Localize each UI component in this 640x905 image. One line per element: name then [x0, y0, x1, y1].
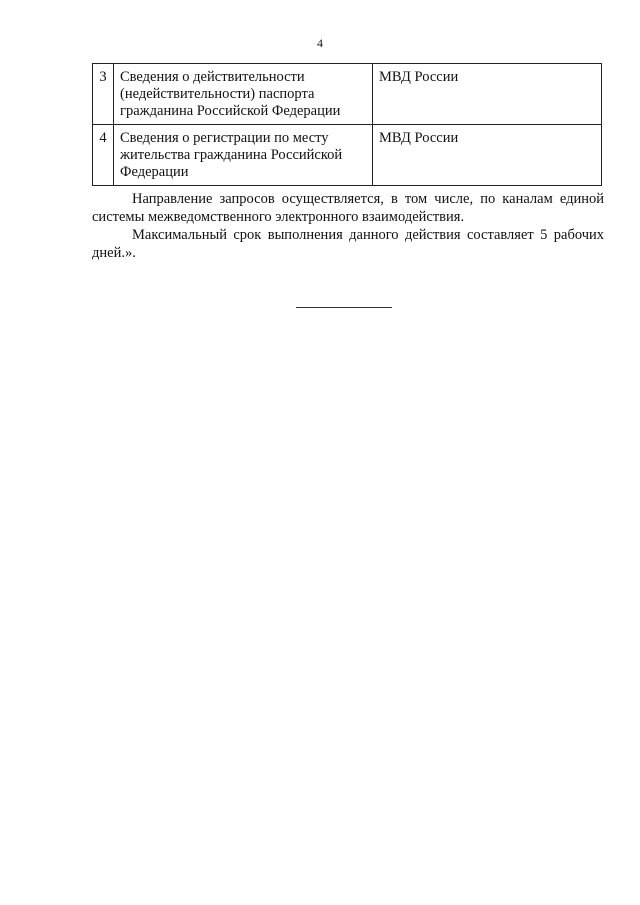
info-description: Сведения о действительности (недействительности) паспорта гражданина Российской Федерации [114, 64, 373, 125]
paragraph-deadline: Максимальный срок выполнения данного действия составляет 5 рабочих дней.». [92, 227, 604, 261]
authority-name: МВД России [373, 64, 602, 125]
page-number: 4 [317, 36, 323, 50]
row-number: 4 [93, 125, 114, 186]
table-row [93, 125, 602, 186]
row-number: 3 [93, 64, 114, 125]
end-divider [296, 307, 392, 308]
table-row [93, 64, 602, 125]
info-description: Сведения о регистрации по месту жительства гражданина Российской Федерации [114, 125, 373, 186]
authority-name: МВД России [373, 125, 602, 186]
paragraph-channels: Направление запросов осуществляется, в том числе, по каналам единой системы межведомственного электронного взаимодействия. [92, 191, 604, 225]
requests-table [92, 63, 602, 186]
